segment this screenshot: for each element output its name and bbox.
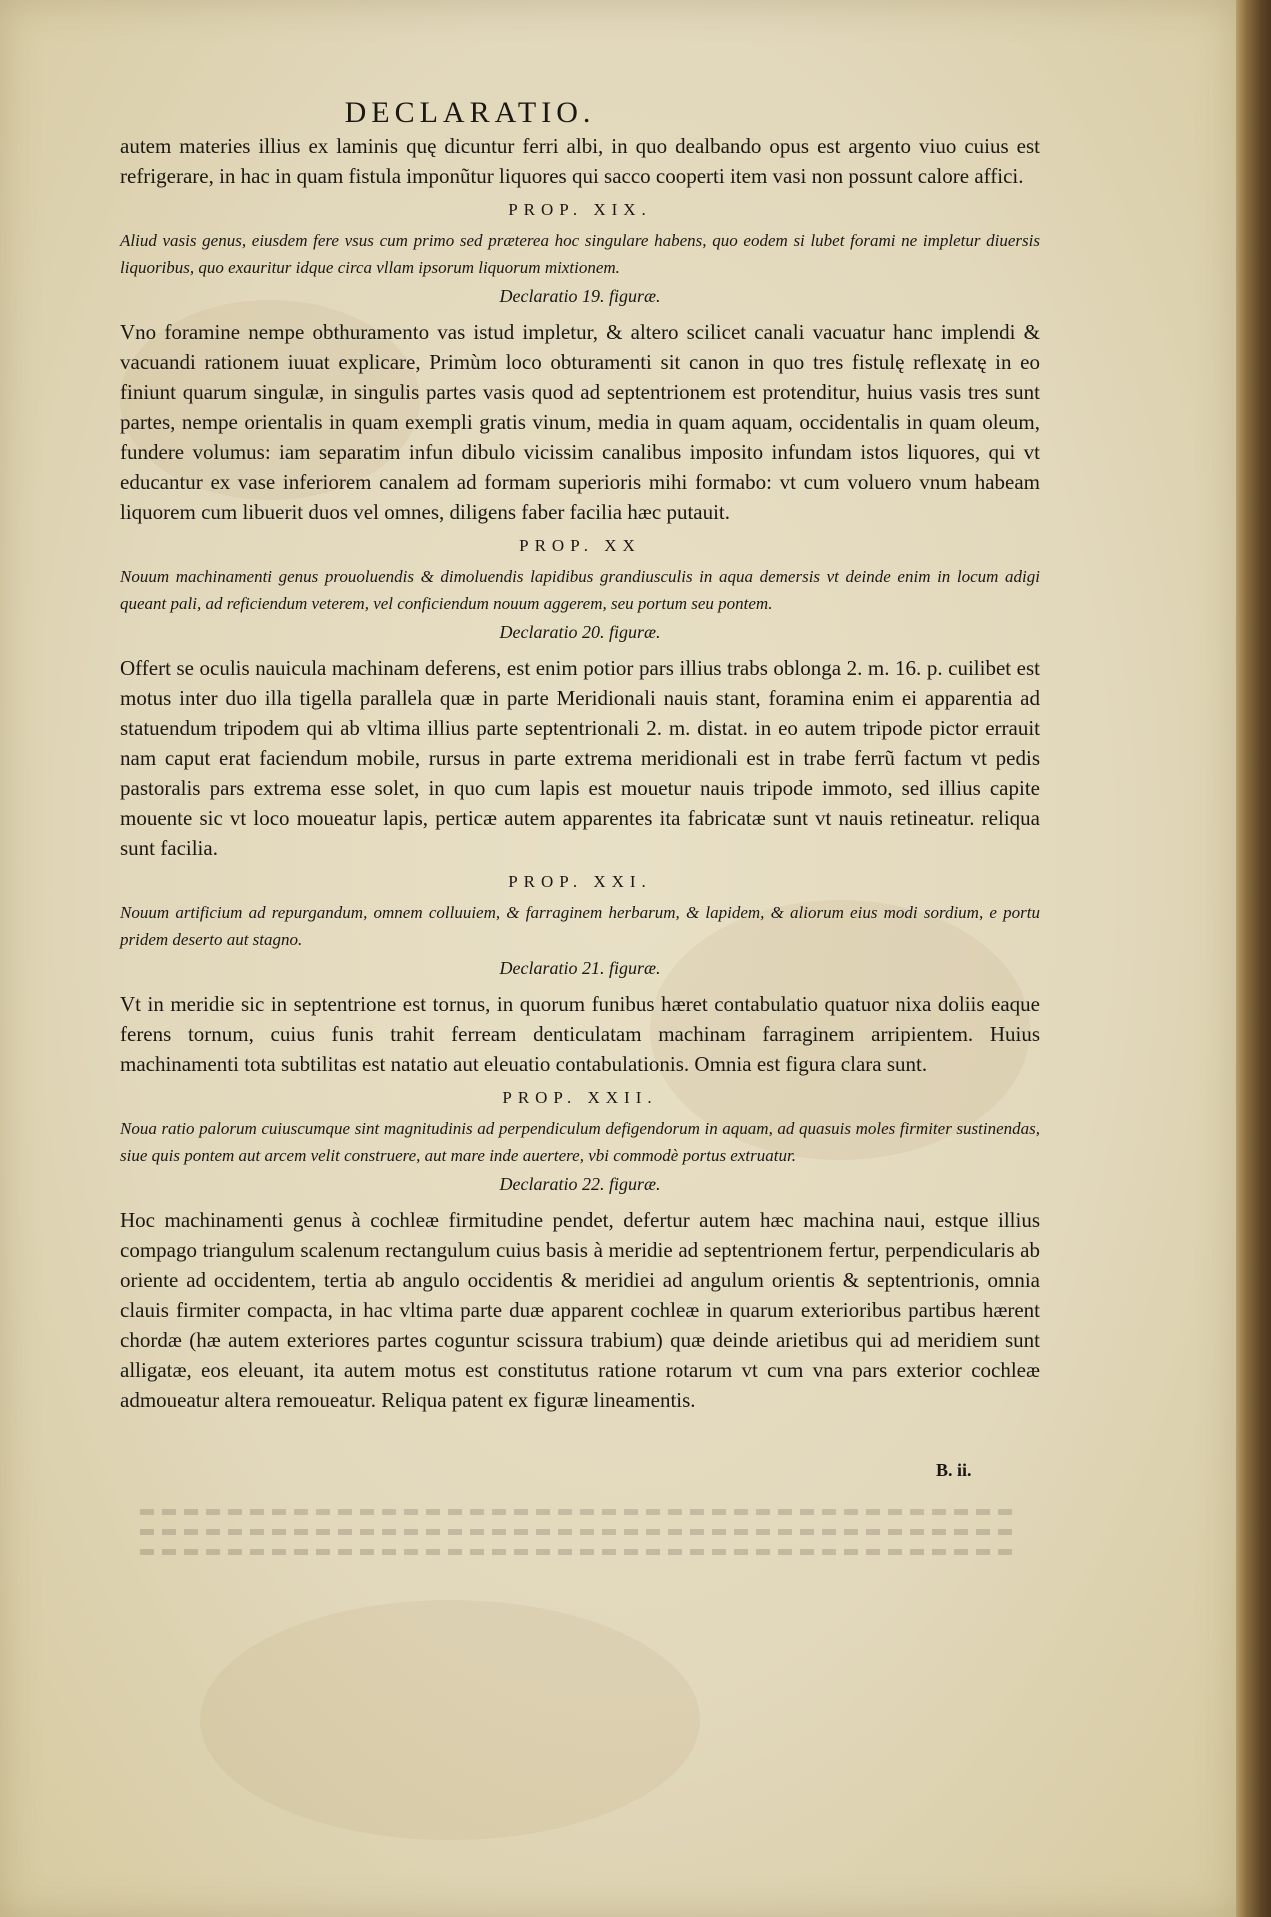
prop-heading: PROP. XXI. [508,872,652,891]
declaratio-paragraph: Vt in meridie sic in septentrione est tornus, in quorum funibus hæret contabulatio quatuor nixa doliis eaque ferens tornum, cuius funis trahit ferream denticulatam machinam farraginem arripientem. Huius machinamenti tota subtilitas est natatio aut eleuatio contabulationis. Omnia est figura clara sunt. [120,992,1040,1076]
prop-title: Aliud vasis genus, eiusdem fere vsus cum primo sed præterea hoc singulare habens, quo eodem si lubet forami ne impletur diuersis liquoribus, quo exauritur idque circa vllam ipsorum liquorum mixtionem. [120,231,1040,277]
prop-heading: PROP. XIX. [508,200,652,219]
page-edge [1236,0,1271,1917]
prop-title: Nouum machinamenti genus prouoluendis & dimoluendis lapidibus grandiusculis in aqua demersis vt deinde enim in locum adigi queant pali, ad reficiendum veterem, vel conficiendum nouum aggerem, seu portum seu pontem. [120,567,1040,613]
show-through-text [140,1495,1020,1585]
intro-paragraph: autem materies illius ex laminis quę dicuntur ferri albi, in quo dealbando opus est argento viuo cuius est refrigerare, in hac in quam fistula imponũtur liquores qui sacco cooperti item vasi non possunt calore affici. [120,134,1040,188]
declaratio-paragraph: Vno foramine nempe obthuramento vas istud impletur, & altero scilicet canali vacuatur hanc implendi & vacuandi rationem iuuat explicare, Primùm loco obturamenti sit canon in quo tres fistulę reflexatę in eo finiunt quarum singulæ, in singulis partes vasis quod ad septentrionem est protenditur, huius vasis tres sunt partes, nempe orientalis in quam exempli gratis vinum, media in quam aquam, occidentalis in quam oleum, fundere volumus: iam separatim infun dibulo vicissim canalibus imposito infundam istos liquores, qui vt educantur ex vase inferiorem canalem ad formam superioris mihi formabo: vt cum voluero vnum habeam liquorem cum libuerit duos vel omnes, diligens faber facilia hæc putauit. [120,320,1040,524]
prop-heading: PROP. XX [519,536,641,555]
declaratio-paragraph: Offert se oculis nauicula machinam deferens, est enim potior pars illius trabs oblonga 2. m. 16. p. cuilibet est motus inter duo illa tigella parallela quæ in parte Meridionali nauis stant, foramina enim ei apparentia ad statuendum tripodem qui ab vltima illius parte septentrionali 2. m. distat. in eo autem tripode pictor errauit nam caput erat faciendum mobile, rursus in parte extrema meridionali est in trabe ferrũ factum vt pedis pastoralis pars extrema esse solet, in quo cum lapis est mouetur nauis tripode immoto, sed illius capite mouente sic vt loco moueatur lapis, perticæ autem apparentes ita fabricatæ sunt vt nauis retineatur. reliqua sunt facilia. [120,656,1040,860]
declaratio-heading: Declaratio 21. figuræ. [499,958,661,978]
prop-title: Nouum artificium ad repurgandum, omnem colluuiem, & farraginem herbarum, & lapidem, & aliorum eius modi sordium, e portu pridem deserto aut stagno. [120,903,1040,949]
paper-stain [200,1600,700,1840]
declaratio-heading: Declaratio 22. figuræ. [499,1174,661,1194]
proposition-section [120,1085,1040,1415]
declaratio-heading: Declaratio 19. figuræ. [499,286,661,306]
declaratio-paragraph: Hoc machinamenti genus à cochleæ firmitudine pendet, defertur autem hæc machina naui, estque illius compago triangulum scalenum rectangulum cuius basis à meridie ad septentrionem fertur, perpendicularis ab oriente ad occidentem, tertia ab angulo occidentis & meridiei ad angulum orientis & septentrionis, omnia clauis firmiter compacta, in hac vltima parte duæ apparent cochleæ in quarum exterioribus partibus hærent chordæ (hæ autem exteriores partes coguntur scissura trabium) quæ deinde arietibus qui ad meridiem sunt alligatæ, eos eleuant, ita autem motus est constitutus ratione rotarum vt cum vna pars exterior cochleæ admoueatur altera remoueatur. Reliqua patent ex figuræ lineamentis. [120,1208,1040,1412]
prop-title: Noua ratio palorum cuiuscumque sint magnitudinis ad perpendiculum defigendorum in aquam, ad quasuis moles firmiter sustinendas, siue quis pontem aut arcem velit construere, aut mare inde auertere, vbi commodè portus extruatur. [120,1119,1040,1165]
page-text [120,95,1040,1415]
running-head: DECLARATIO. [344,96,596,129]
proposition-section [120,869,1040,1079]
proposition-section [120,533,1040,863]
signature-mark: B. ii. [936,1460,972,1480]
declaratio-heading: Declaratio 20. figuræ. [499,622,661,642]
prop-heading: PROP. XXII. [502,1088,658,1107]
proposition-section [120,197,1040,527]
